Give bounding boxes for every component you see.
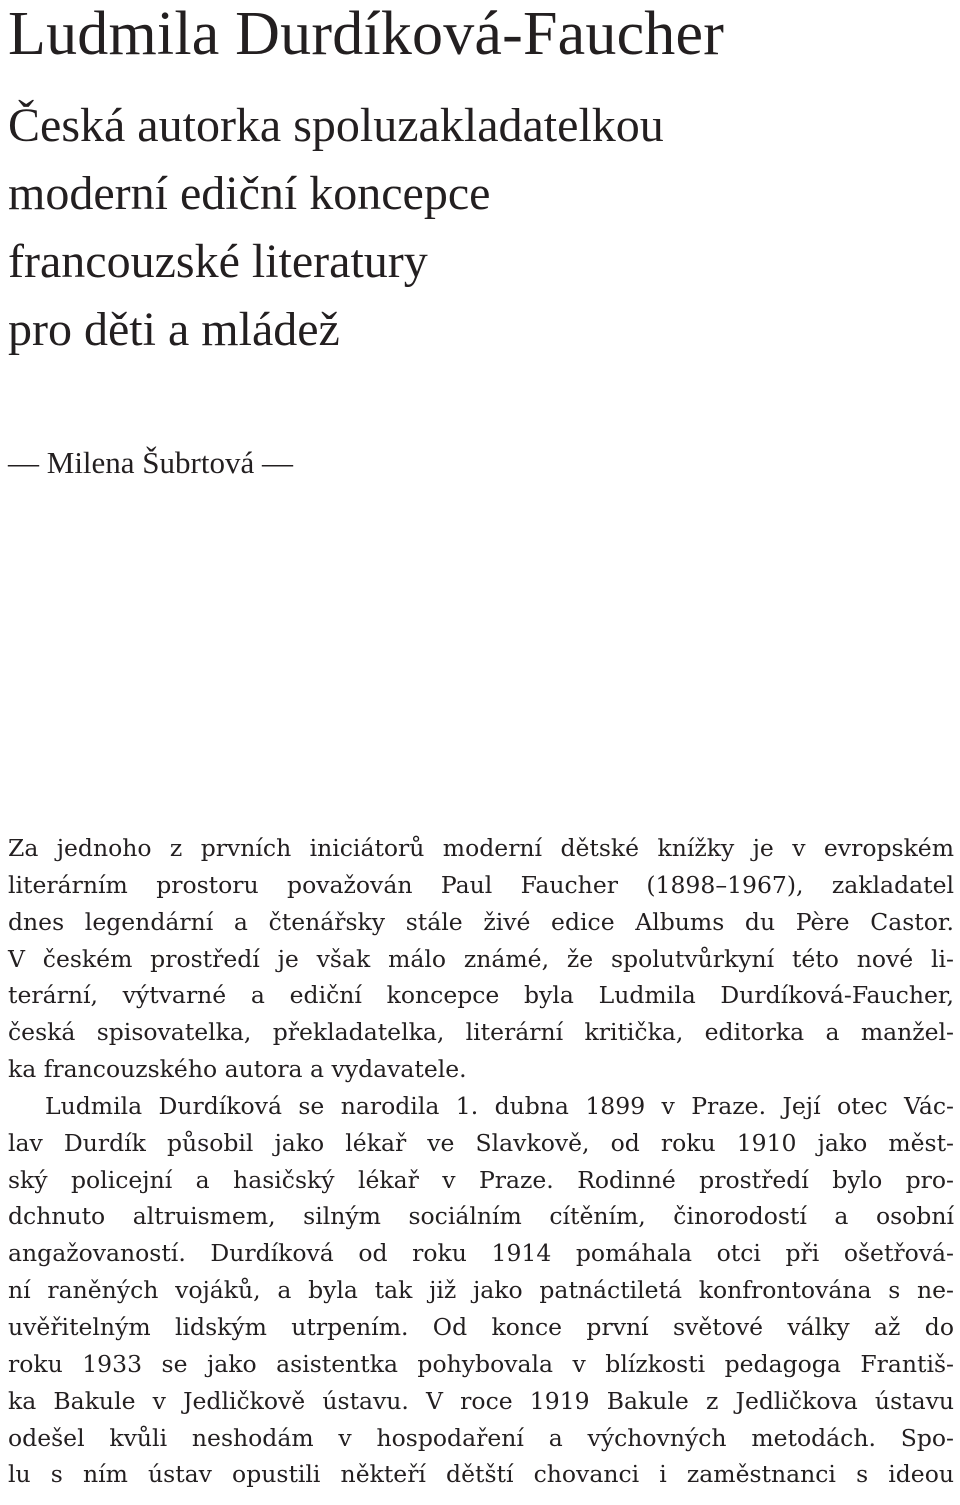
body-line: uvěřitelným lidským utrpením. Od konce první světové války až do	[8, 1312, 954, 1341]
body-line: roku 1933 se jako asistentka pohybovala v blízkosti pedagoga Františ-	[8, 1349, 954, 1378]
body-line: lu s ním ústav opustili někteří dětští chovanci i zaměstnanci s ideou	[8, 1460, 954, 1489]
body-line: angažovaností. Durdíková od roku 1914 pomáhala otci při ošetřová-	[8, 1239, 954, 1268]
subtitle-line: moderní ediční koncepce	[8, 167, 491, 220]
body-line: ský policejní a hasičský lékař v Praze. Rodinné prostředí bylo pro-	[8, 1165, 954, 1194]
body-line: odešel kvůli neshodám v hospodaření a výchovných metodách. Spo-	[8, 1423, 954, 1452]
article-title: Ludmila Durdíková-Faucher	[8, 0, 725, 68]
subtitle-line: pro děti a mládež	[8, 303, 340, 356]
article-body	[8, 830, 954, 1493]
body-line: literárním prostoru považován Paul Faucher (1898–1967), zakladatel	[8, 870, 954, 899]
body-line: česká spisovatelka, překladatelka, literární kritička, editorka a manžel-	[8, 1018, 954, 1047]
body-line: Za jednoho z prvních iniciátorů moderní dětské knížky je v evropském	[8, 834, 954, 862]
body-line: dchnuto altruismem, silným sociálním cítěním, činorodostí a osobní	[8, 1202, 954, 1231]
body-line: Ludmila Durdíková se narodila 1. dubna 1899 v Praze. Její otec Vác-	[45, 1091, 954, 1120]
body-line: ka francouzského autora a vydavatele.	[8, 1055, 467, 1084]
body-line: ní raněných vojáků, a byla tak již jako patnáctiletá konfrontována s ne-	[8, 1276, 954, 1305]
article-author: — Milena Šubrtová —	[8, 445, 293, 480]
body-line: ka Bakule v Jedličkově ústavu. V roce 1919 Bakule z Jedličkova ústavu	[8, 1386, 954, 1415]
article-subtitle	[8, 92, 664, 364]
body-line: dnes legendární a čtenářsky stále živé edice Albums du Père Castor.	[8, 907, 954, 936]
body-line: terární, výtvarné a ediční koncepce byla Ludmila Durdíková-Faucher,	[8, 981, 954, 1010]
subtitle-line: Česká autorka spoluzakladatelkou	[8, 99, 664, 152]
subtitle-line: francouzské literatury	[8, 235, 428, 288]
body-line: lav Durdík působil jako lékař ve Slavkově, od roku 1910 jako měst-	[8, 1128, 954, 1157]
body-line: V českém prostředí je však málo známé, že spolutvůrkyní této nové li-	[8, 944, 954, 973]
